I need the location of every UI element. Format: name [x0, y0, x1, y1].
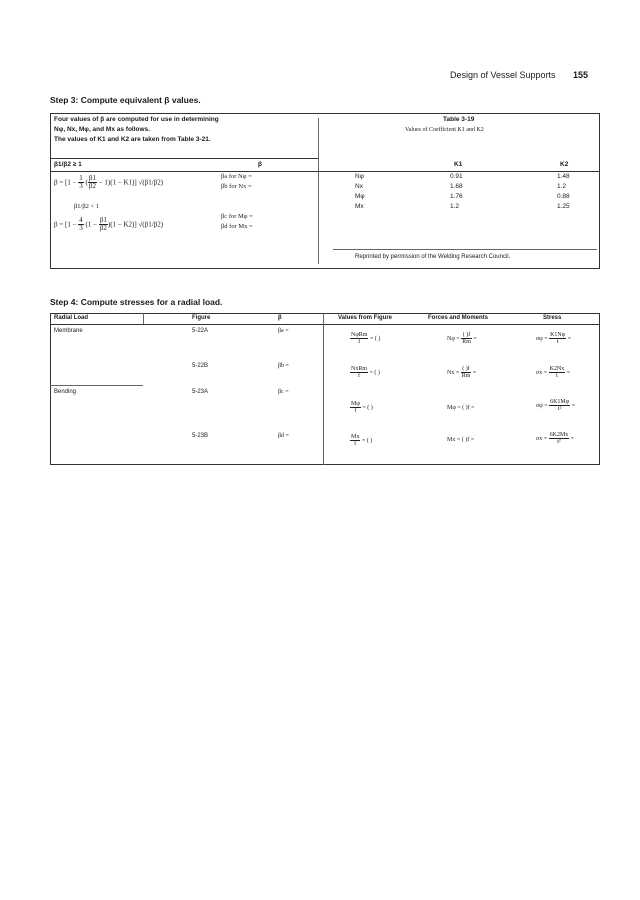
beta-cell: βd =	[278, 433, 289, 439]
step3-table	[50, 113, 600, 269]
formula2-tail: )(1 − K2)] √(β1/β2)	[107, 220, 164, 229]
k-row-k2: 1.48	[557, 173, 570, 180]
value-from-figure: $\frac{Mx}{f}$ = ( )	[351, 434, 373, 448]
value-from-figure: $\frac{\text{NxRm}}{f}$ = ( )	[351, 366, 380, 380]
formula1-tail: − 1)(1 − K1)] √(β1/β2)	[98, 178, 164, 187]
table-319-title: Table 3-19	[443, 116, 475, 123]
formula2-paren: (1 −	[85, 220, 98, 229]
beta-cell: βa =	[278, 328, 289, 334]
col-header-beta: β	[258, 161, 262, 168]
k-row-k1: 1.76	[450, 193, 463, 200]
k-row-label: Mφ	[355, 193, 365, 200]
col-header-beta: β	[278, 315, 282, 321]
col-header-stress: Stress	[543, 315, 562, 321]
figure-ref: 5-23B	[192, 433, 209, 439]
figure-ref: 5-22A	[192, 328, 209, 334]
beta-a-def: βa for Nφ =	[221, 173, 252, 180]
stress-formula: σx = $\frac{6K2Mx}{\text{t²}}$ =	[536, 432, 575, 446]
frac-one-third: $\frac{1}{3}$	[79, 174, 83, 191]
beta-formula-lt1	[54, 217, 163, 233]
k-row-label: Nx	[355, 183, 363, 190]
force-moment: Mx = ( )f =	[447, 437, 475, 443]
step3-heading: Step 3: Compute equivalent β values.	[50, 95, 201, 105]
beta-b-def: βb for Nx =	[221, 183, 252, 190]
force-moment: Mφ = ( )f =	[447, 405, 475, 411]
group-membrane: Membrane	[54, 328, 83, 334]
stress-formula: σφ = $\frac{K1N\varphi}{t}$ =	[536, 332, 572, 346]
step4-table	[50, 313, 600, 465]
k-row-label: Mx	[355, 203, 364, 210]
table-319-subtitle: Values of Coefficient K1 and K2	[405, 127, 484, 133]
value-from-figure: $\frac{M\varphi}{f}$ = ( )	[351, 401, 373, 415]
frac-beta1-beta2-2: $\frac{\beta 1}{\beta 2}$	[99, 216, 107, 233]
col-header-forces-moments: Forces and Moments	[428, 315, 489, 321]
col-header-k1: K1	[454, 161, 463, 168]
k-row-k1: 0.91	[450, 173, 463, 180]
value-from-figure: $\frac{\text{NφRm}}{f}$ = ( )	[351, 332, 381, 346]
beta-cell: βc =	[278, 389, 289, 395]
step4-heading: Step 4: Compute stresses for a radial load.	[50, 297, 223, 307]
stress-formula: σφ = $\frac{6K1M\varphi}{\text{t²}}$ =	[536, 399, 576, 413]
step3-intro-line-2: Nφ, Nx, Mφ, and Mx as follows.	[54, 126, 150, 133]
col-header-ratio: β1/β2 ≥ 1	[54, 161, 82, 168]
frac-four-thirds: $\frac{4}{3}$	[79, 216, 83, 233]
col-header-radial-load: Radial Load	[54, 315, 89, 321]
beta-cell: βb =	[278, 363, 289, 369]
frac-beta1-beta2: $\frac{\beta 1}{\beta 2}$	[88, 174, 96, 191]
formula1-lead: β = [1 −	[54, 178, 77, 187]
formula2-lead: β = [1 −	[54, 220, 77, 229]
group-bending: Bending	[54, 389, 77, 395]
col-header-values-from-figure: Values from Figure	[338, 315, 393, 321]
force-moment: Nφ = $\frac{( )f}{Rm}$ =	[447, 332, 477, 346]
k-row-k1: 1.68	[450, 183, 463, 190]
force-moment: Nx = $\frac{( )f}{Rm}$ =	[447, 366, 477, 380]
step3-intro-line-3: The values of K1 and K2 are taken from Table 3-21.	[54, 136, 211, 143]
k-row-label: Nφ	[355, 173, 364, 180]
case-ratio-lt1: β1/β2 < 1	[74, 203, 100, 210]
k-row-k1: 1.2	[450, 203, 460, 210]
running-header-title: Design of Vessel Supports	[450, 70, 556, 80]
k-row-k2: 0.88	[557, 193, 570, 200]
step3-intro-line-1: Four values of β are computed for use in determining	[54, 116, 219, 123]
formula1-paren: (	[85, 178, 88, 187]
figure-ref: 5-23A	[192, 389, 209, 395]
page-number: 155	[573, 70, 589, 80]
table-319-credit: Reprinted by permission of the Welding Research Council.	[355, 254, 511, 260]
stress-formula: σx = $\frac{K2Nx}{t}$ =	[536, 366, 571, 380]
figure-ref: 5-22B	[192, 363, 209, 369]
col-header-k2: K2	[560, 161, 569, 168]
beta-c-def: βc for Mφ =	[221, 213, 253, 220]
col-header-figure: Figure	[192, 315, 211, 321]
k-row-k2: 1.25	[557, 203, 570, 210]
beta-d-def: βd for Mx =	[221, 223, 253, 230]
beta-formula-ge1	[54, 175, 163, 191]
k-row-k2: 1.2	[557, 183, 567, 190]
